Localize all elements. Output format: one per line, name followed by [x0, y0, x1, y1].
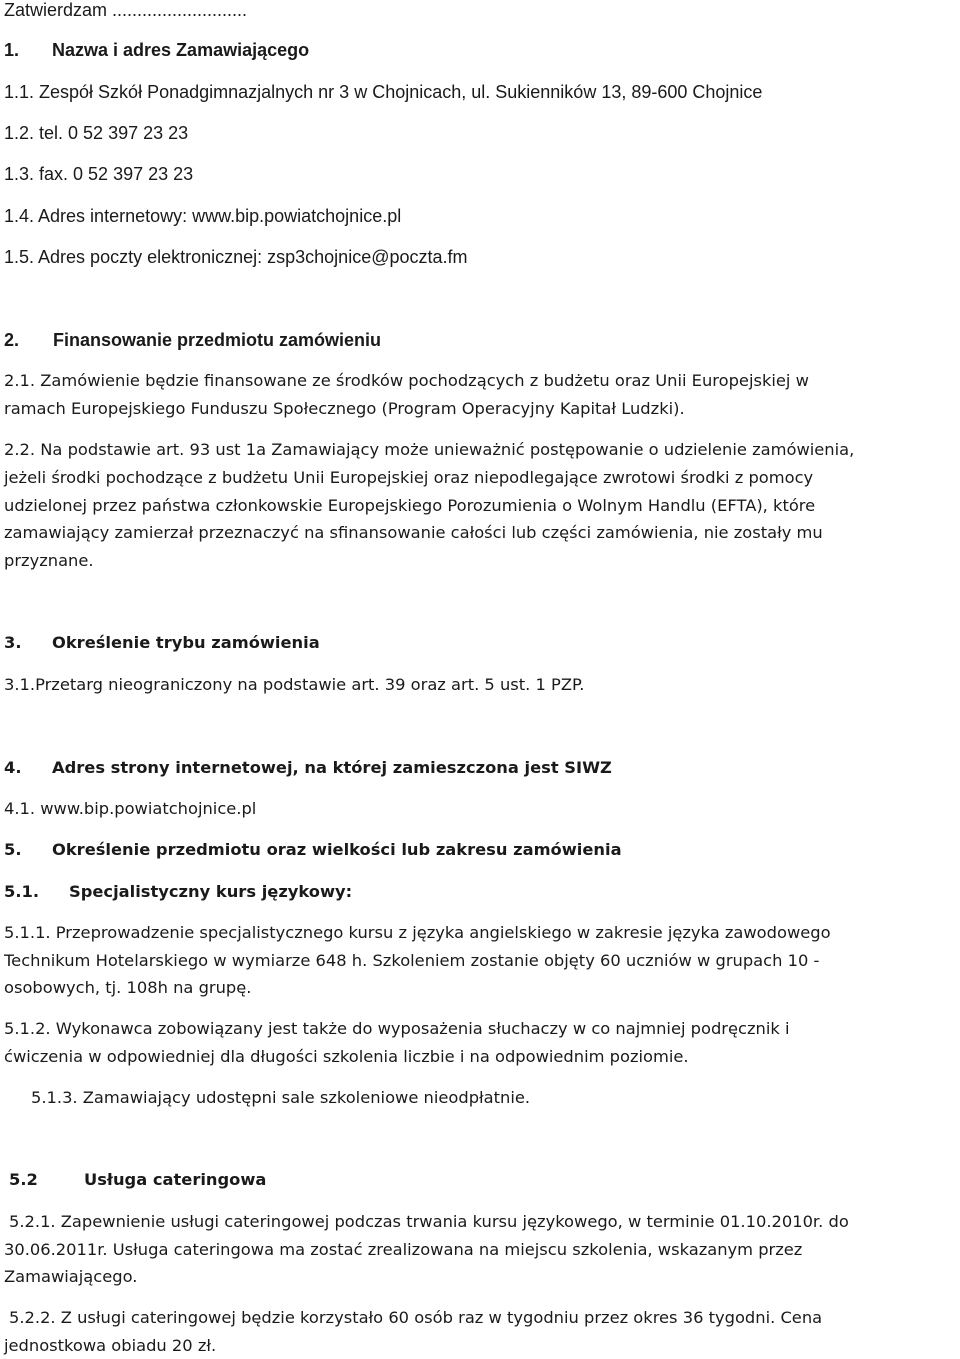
- section-5-heading: [4, 839, 622, 861]
- paragraph-5-1-1-line: 5.1.1. Przeprowadzenie specjalistycznego kursu z języka angielskiego w zakresie języka zawodowego: [4, 923, 831, 942]
- subsection-number: 5.2: [9, 1170, 38, 1189]
- paragraph-3-1: 3.1.Przetarg nieograniczony na podstawie art. 39 oraz art. 5 ust. 1 PZP.: [4, 675, 585, 694]
- paragraph-5-1-2-line: ćwiczenia w odpowiedniej dla długości szkolenia liczbie i na odpowiednim poziomie.: [4, 1047, 689, 1066]
- section-number: 1.: [4, 40, 20, 60]
- section-title: Adres strony internetowej, na której zamieszczona jest SIWZ: [52, 758, 612, 777]
- contact-line-name-address: 1.1. Zespół Szkół Ponadgimnazjalnych nr 3 w Chojnicach, ul. Sukienników 13, 89-600 Chojnice: [4, 82, 763, 102]
- paragraph-5-1-2-line: 5.1.2. Wykonawca zobowiązany jest także do wyposażenia słuchaczy w co najmniej podręcznik i: [4, 1019, 790, 1038]
- subsection-title: Usługa cateringowa: [84, 1170, 267, 1189]
- contact-line-website: 1.4. Adres internetowy: www.bip.powiatchojnice.pl: [4, 206, 402, 226]
- section-number: 5.: [4, 840, 22, 859]
- paragraph-2-2-line: zamawiający zamierzał przeznaczyć na sfinansowanie całości lub części zamówienia, nie zostały mu: [4, 523, 823, 542]
- paragraph-5-2-1-line: Zamawiającego.: [4, 1267, 138, 1286]
- approval-line: Zatwierdzam ...........................: [4, 0, 248, 20]
- paragraph-5-2-2-line: 5.2.2. Z usługi cateringowej będzie korzystało 60 osób raz w tygodniu przez okres 36 tygodni. Cena: [9, 1308, 823, 1327]
- section-number: 3.: [4, 633, 22, 652]
- contact-line-email: 1.5. Adres poczty elektronicznej: zsp3chojnice@poczta.fm: [4, 247, 468, 267]
- paragraph-5-2-1-line: 30.06.2011r. Usługa cateringowa ma zostać zrealizowana na miejscu szkolenia, wskazanym przez: [4, 1240, 803, 1259]
- paragraph-5-1-1-line: osobowych, tj. 108h na grupę.: [4, 978, 252, 997]
- section-number: 2.: [4, 330, 20, 350]
- contact-line-fax: 1.3. fax. 0 52 397 23 23: [4, 164, 194, 184]
- paragraph-5-1-1-line: Technikum Hotelarskiego w wymiarze 648 h. Szkoleniem zostanie objęty 60 uczniów w grupach 10 -: [4, 951, 820, 970]
- section-4-heading: [4, 757, 612, 779]
- paragraph-2-2-line: 2.2. Na podstawie art. 93 ust 1a Zamawiający może unieważnić postępowanie o udzielenie zamówienia,: [4, 440, 855, 459]
- section-1-heading: [4, 39, 309, 61]
- paragraph-2-2-line: udzielonej przez państwa członkowskie Europejskiego Porozumienia o Wolnym Handlu (EFTA), które: [4, 496, 816, 515]
- paragraph-4-1: 4.1. www.bip.powiatchojnice.pl: [4, 799, 257, 818]
- section-title: Nazwa i adres Zamawiającego: [52, 40, 310, 60]
- contact-line-phone: 1.2. tel. 0 52 397 23 23: [4, 123, 189, 143]
- paragraph-2-2-line: przyznane.: [4, 551, 94, 570]
- subsection-5-1-heading: [4, 881, 352, 903]
- paragraph-5-2-2-line: jednostkowa obiadu 20 zł.: [4, 1336, 217, 1355]
- subsection-5-2-heading: [9, 1169, 266, 1191]
- paragraph-2-1-line: 2.1. Zamówienie będzie finansowane ze środków pochodzących z budżetu oraz Unii Europejskiej w: [4, 371, 809, 390]
- paragraph-5-2-1-line: 5.2.1. Zapewnienie usługi cateringowej podczas trwania kursu językowego, w terminie 01.10.2010r. do: [9, 1212, 849, 1231]
- section-2-heading: [4, 329, 381, 351]
- section-title: Finansowanie przedmiotu zamówieniu: [53, 330, 382, 350]
- subsection-title: Specjalistyczny kurs językowy:: [69, 882, 353, 901]
- section-number: 4.: [4, 758, 22, 777]
- section-title: Określenie trybu zamówienia: [52, 633, 320, 652]
- section-title: Określenie przedmiotu oraz wielkości lub zakresu zamówienia: [52, 840, 622, 859]
- paragraph-5-1-3: 5.1.3. Zamawiający udostępni sale szkoleniowe nieodpłatnie.: [31, 1088, 531, 1107]
- section-3-heading: [4, 632, 320, 654]
- paragraph-2-2-line: jeżeli środki pochodzące z budżetu Unii Europejskiej oraz niepodlegające zwrotowi środki z pomocy: [4, 468, 814, 487]
- paragraph-2-1-line: ramach Europejskiego Funduszu Społecznego (Program Operacyjny Kapitał Ludzki).: [4, 399, 685, 418]
- subsection-number: 5.1.: [4, 882, 40, 901]
